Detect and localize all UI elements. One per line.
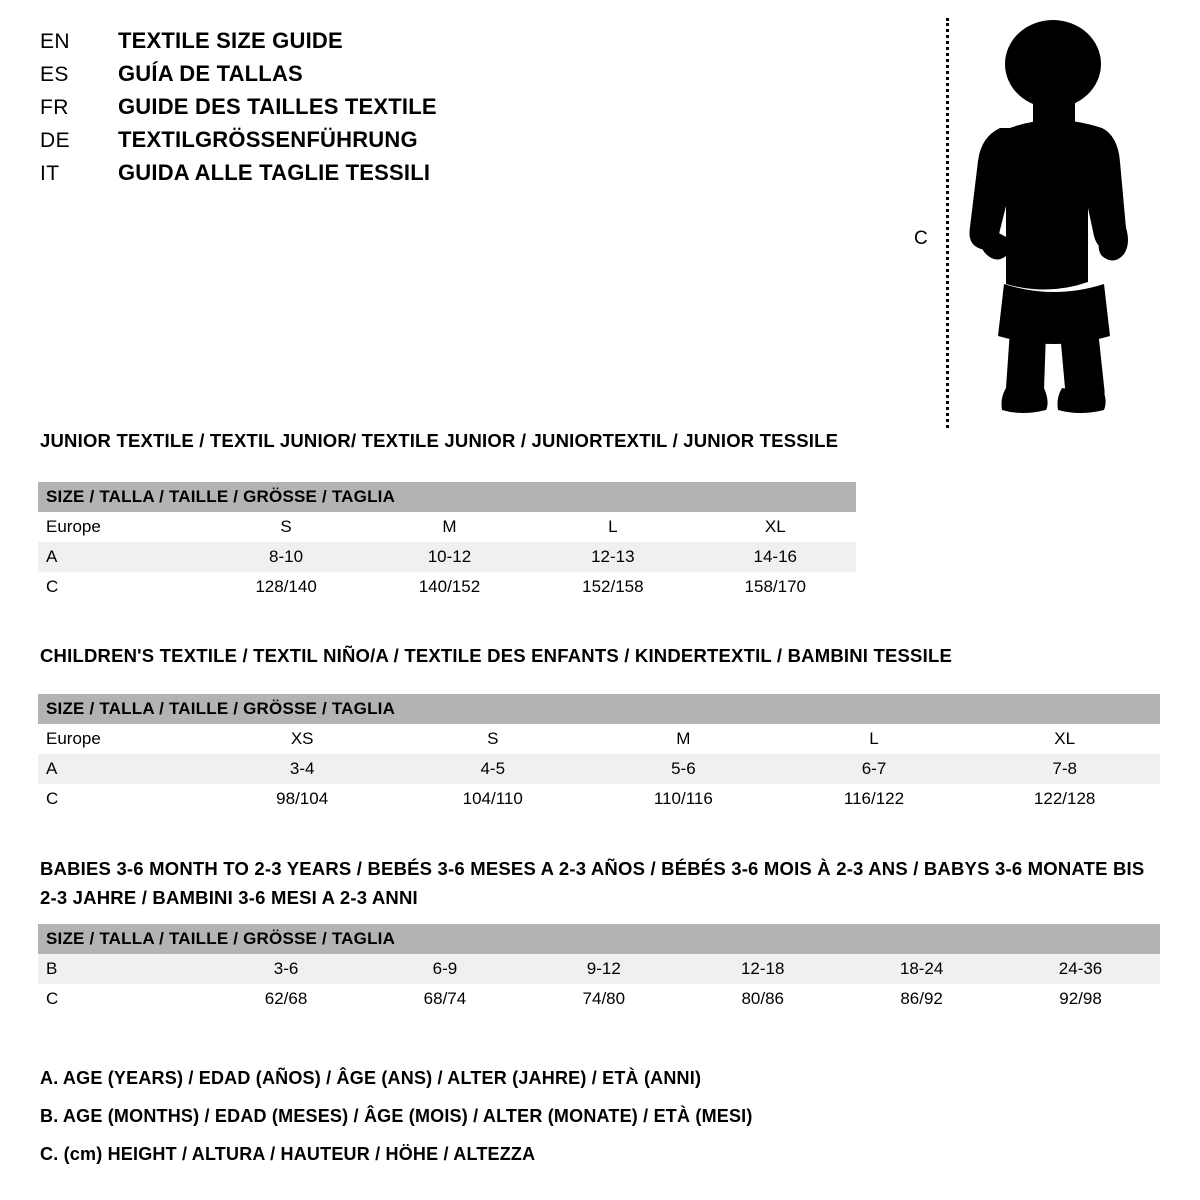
legend-block	[40, 1068, 1160, 1182]
legend-item-a: A. AGE (YEARS) / EDAD (AÑOS) / ÂGE (ANS) / ALTER (JAHRE) / ETÀ (ANNI)	[40, 1068, 702, 1088]
cell-value: L	[779, 724, 970, 754]
table-row	[38, 784, 1160, 814]
language-code-de: DE	[40, 129, 70, 152]
babies-size-table	[38, 924, 1160, 1014]
cell-value: M	[368, 512, 531, 542]
language-code-en: EN	[40, 30, 70, 53]
language-code-es: ES	[40, 63, 69, 86]
cell-value: L	[531, 512, 694, 542]
cell-value: 9-12	[524, 954, 683, 984]
cell-value: M	[588, 724, 779, 754]
title-text-de: TEXTILGRÖSSENFÜHRUNG	[118, 127, 418, 152]
row-label-c: C	[38, 984, 207, 1014]
cell-value: 6-9	[365, 954, 524, 984]
child-silhouette-icon	[948, 16, 1148, 436]
cell-value: 152/158	[531, 572, 694, 602]
cell-value: 7-8	[969, 754, 1160, 784]
babies-table-header: SIZE / TALLA / TAILLE / GRÖSSE / TAGLIA	[38, 924, 1160, 954]
title-row	[40, 28, 600, 54]
table-row	[38, 512, 856, 542]
cell-value: 62/68	[207, 984, 366, 1014]
cell-value: 10-12	[368, 542, 531, 572]
cell-value: 110/116	[588, 784, 779, 814]
table-row	[38, 482, 856, 512]
title-row	[40, 160, 600, 186]
children-size-table	[38, 694, 1160, 814]
language-code-fr: FR	[40, 96, 69, 119]
cell-value: 86/92	[842, 984, 1001, 1014]
title-row	[40, 94, 600, 120]
cell-value: S	[397, 724, 588, 754]
cell-value: 104/110	[397, 784, 588, 814]
junior-size-table	[38, 482, 856, 602]
cell-value: 4-5	[397, 754, 588, 784]
cell-value: XL	[969, 724, 1160, 754]
cell-value: 24-36	[1001, 954, 1160, 984]
cell-value: 140/152	[368, 572, 531, 602]
table-row	[38, 542, 856, 572]
cell-value: S	[204, 512, 367, 542]
section-title-children: CHILDREN'S TEXTILE / TEXTIL NIÑO/A / TEXTILE DES ENFANTS / KINDERTEXTIL / BAMBINI TESSILE	[40, 645, 952, 666]
table-row	[38, 984, 1160, 1014]
cell-value: 6-7	[779, 754, 970, 784]
title-text-it: GUIDA ALLE TAGLIE TESSILI	[118, 160, 431, 185]
cell-value: 68/74	[365, 984, 524, 1014]
cell-value: 158/170	[695, 572, 856, 602]
cell-value: 92/98	[1001, 984, 1160, 1014]
row-label-europe: Europe	[38, 512, 204, 542]
table-row	[38, 572, 856, 602]
cell-value: 74/80	[524, 984, 683, 1014]
children-table-header: SIZE / TALLA / TAILLE / GRÖSSE / TAGLIA	[38, 694, 1160, 724]
cell-value: 14-16	[695, 542, 856, 572]
table-row	[38, 694, 1160, 724]
title-text-en: TEXTILE SIZE GUIDE	[118, 28, 343, 53]
row-label-a: A	[38, 542, 204, 572]
cell-value: 116/122	[779, 784, 970, 814]
cell-value: 98/104	[207, 784, 398, 814]
row-label-b: B	[38, 954, 207, 984]
table-row	[38, 924, 1160, 954]
title-text-fr: GUIDE DES TAILLES TEXTILE	[118, 94, 437, 119]
language-title-block	[40, 28, 600, 193]
legend-item-c: C. (cm) HEIGHT / ALTURA / HAUTEUR / HÖHE / ALTEZZA	[40, 1144, 536, 1164]
title-text-es: GUÍA DE TALLAS	[118, 61, 303, 86]
table-row	[38, 954, 1160, 984]
row-label-europe: Europe	[38, 724, 207, 754]
cell-value: 5-6	[588, 754, 779, 784]
row-label-a: A	[38, 754, 207, 784]
row-label-c: C	[38, 784, 207, 814]
cell-value: 8-10	[204, 542, 367, 572]
height-measure-diagram	[900, 10, 1160, 430]
cell-value: 12-18	[683, 954, 842, 984]
cell-value: 80/86	[683, 984, 842, 1014]
cell-value: 122/128	[969, 784, 1160, 814]
legend-item-b: B. AGE (MONTHS) / EDAD (MESES) / ÂGE (MOIS) / ALTER (MONATE) / ETÀ (MESI)	[40, 1106, 753, 1126]
cell-value: 3-4	[207, 754, 398, 784]
cell-value: XS	[207, 724, 398, 754]
title-row	[40, 127, 600, 153]
cell-value: 12-13	[531, 542, 694, 572]
cell-value: 3-6	[207, 954, 366, 984]
row-label-c: C	[38, 572, 204, 602]
table-row	[38, 754, 1160, 784]
measure-label-c: C	[914, 228, 928, 249]
section-title-babies: BABIES 3-6 MONTH TO 2-3 YEARS / BEBÉS 3-6 MESES A 2-3 AÑOS / BÉBÉS 3-6 MOIS À 2-3 ANS / BABYS 3-6 MONATE BIS 2-3 JAHRE / BAMBINI 3-6 MESI A 2-3 ANNI	[40, 858, 1145, 908]
section-title-junior: JUNIOR TEXTILE / TEXTIL JUNIOR/ TEXTILE JUNIOR / JUNIORTEXTIL / JUNIOR TESSILE	[40, 430, 839, 451]
cell-value: 18-24	[842, 954, 1001, 984]
cell-value: 128/140	[204, 572, 367, 602]
title-row	[40, 61, 600, 87]
junior-table-header: SIZE / TALLA / TAILLE / GRÖSSE / TAGLIA	[38, 482, 856, 512]
cell-value: XL	[695, 512, 856, 542]
language-code-it: IT	[40, 162, 60, 185]
table-row	[38, 724, 1160, 754]
